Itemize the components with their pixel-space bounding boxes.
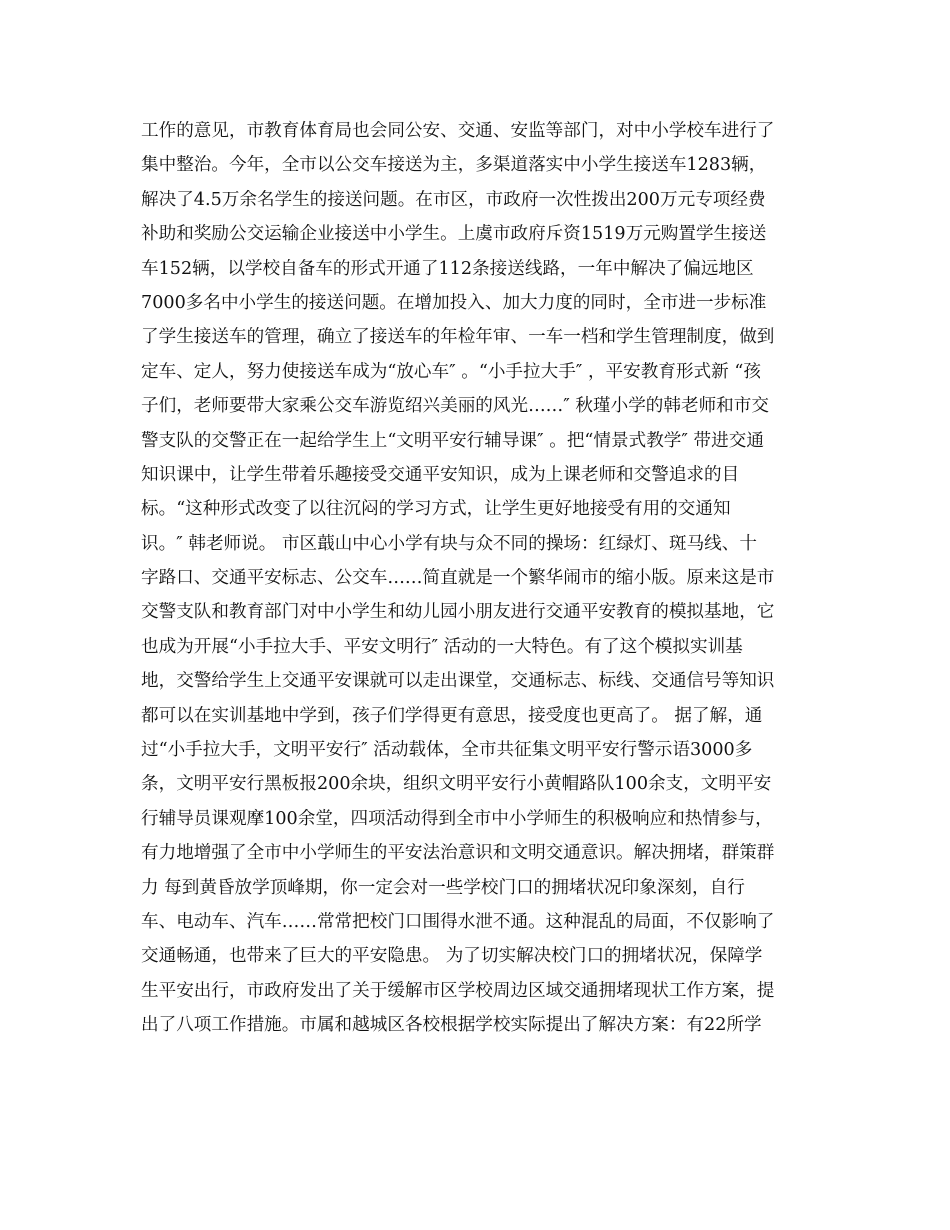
text-line: 警支队的交警正在一起给学生上“文明平安行辅导课″ 。把“情景式教学″ 带进交通: [141, 430, 764, 451]
text-line: 出了八项工作措施。市属和越城区各校根据学校实际提出了解决方案：有22所学: [141, 1015, 762, 1036]
text-line: 车、电动车、汽车……常常把校门口围得水泄不通。这种混乱的局面，不仅影响了: [141, 911, 775, 932]
text-line: 子们，老师要带大家乘公交车游览绍兴美丽的风光……″ 秋瑾小学的韩老师和市交: [141, 396, 769, 417]
text-line: 交警支队和教育部门对中小学生和幼儿园小朋友进行交通平安教育的模拟基地，它: [141, 602, 775, 623]
text-line: 集中整治。今年，全市以公交车接送为主，多渠道落实中小学生接送车1283辆，: [141, 155, 767, 176]
text-line: 条，文明平安行黑板报200余块，组织文明平安行小黄帽路队100余支，文明平安: [141, 774, 772, 795]
text-line: 生平安出行，市政府发出了关于缓解市区学校周边区域交通拥堵现状工作方案，提: [141, 980, 775, 1001]
text-line: 补助和奖励公交运输企业接送中小学生。上虞市政府斥资1519万元购置学生接送: [141, 224, 767, 245]
text-line: 有力地增强了全市中小学师生的平安法治意识和文明交通意识。解决拥堵，群策群: [141, 843, 775, 864]
text-line: 也成为开展“小手拉大手、平安文明行″ 活动的一大特色。有了这个模拟实训基: [141, 636, 743, 657]
text-line: 工作的意见，市教育体育局也会同公安、交通、安监等部门，对中小学校车进行了: [141, 121, 775, 141]
text-line: 标。“这种形式改变了以往沉闷的学习方式，让学生更好地接受有用的交通知: [141, 499, 731, 520]
text-line: 识。″ 韩老师说。 市区蕺山中心小学有块与众不同的操场：红绿灯、斑马线、十: [141, 533, 757, 554]
text-line: 都可以在实训基地中学到，孩子们学得更有意思，接受度也更高了。 据了解，通: [141, 705, 763, 726]
text-line: 知识课中，让学生带着乐趣接受交通平安知识，成为上课老师和交警追求的目: [141, 464, 740, 485]
text-line: 了学生接送车的管理，确立了接送车的年检年审、一车一档和学生管理制度，做到: [141, 327, 775, 348]
text-line: 字路口、交通平安标志、公交车……简直就是一个繁华闹市的缩小版。原来这是市: [141, 568, 775, 589]
text-line: 7000多名中小学生的接送问题。在增加投入、加大力度的同时，全市进一步标准: [141, 292, 767, 313]
text-line: 解决了4.5万余名学生的接送问题。在市区，市政府一次性拨出200万元专项经费: [141, 189, 766, 210]
body-text: [141, 114, 821, 1043]
text-line: 定车、定人，努力使接送车成为“放心车″ 。“小手拉大手″ ，平安教育形式新 “孩: [141, 361, 761, 382]
text-line: 力 每到黄昏放学顶峰期，你一定会对一些学校门口的拥堵状况印象深刻，自行: [141, 877, 745, 898]
text-line: 过“小手拉大手，文明平安行″ 活动载体，全市共征集文明平安行警示语3000多: [141, 740, 753, 761]
text-line: 行辅导员课观摩100余堂，四项活动得到全市中小学师生的积极响应和热情参与，: [141, 808, 773, 829]
text-line: 交通畅通，也带来了巨大的平安隐患。 为了切实解决校门口的拥堵状况，保障学: [141, 946, 763, 967]
text-line: 车152辆，以学校自备车的形式开通了112条接送线路，一年中解决了偏远地区: [141, 258, 754, 279]
text-line: 地，交警给学生上交通平安课就可以走出课堂，交通标志、标线、交通信号等知识: [141, 671, 775, 692]
